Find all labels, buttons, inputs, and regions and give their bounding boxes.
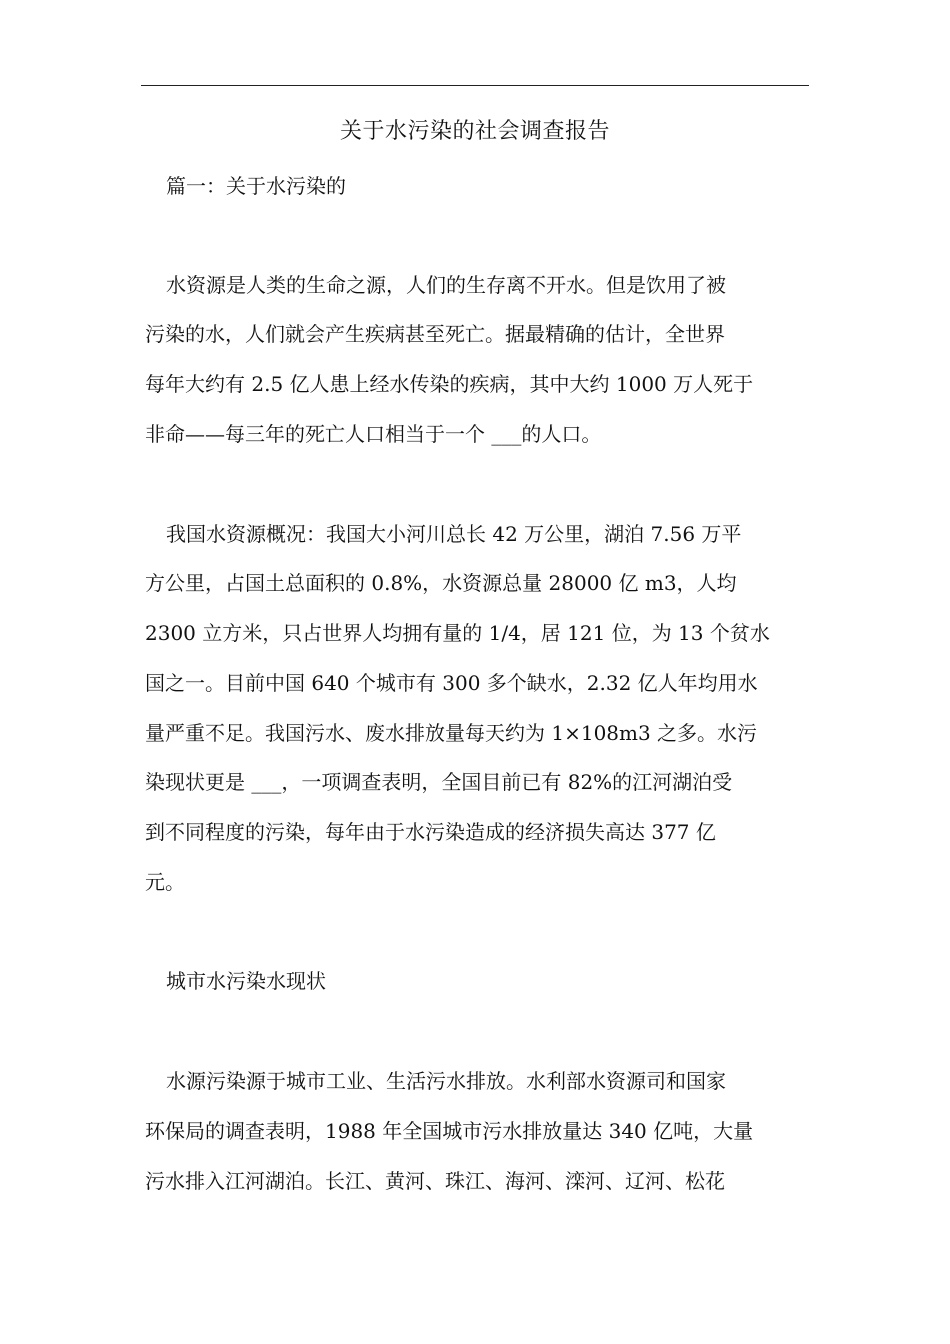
paragraph-1-line-4: 非命——每三年的死亡人口相当于一个 ___的人口。 — [145, 422, 602, 446]
paragraph-2-line-6: 染现状更是 ___，一项调查表明，全国目前已有 82%的江河湖泊受 — [145, 770, 733, 794]
paragraph-1-line-2: 污染的水，人们就会产生疾病甚至死亡。据最精确的估计，全世界 — [145, 322, 725, 346]
subheading: 城市水污染水现状 — [166, 969, 326, 993]
paragraph-2-line-3: 2300 立方米，只占世界人均拥有量的 1/4，居 121 位，为 13 个贫水 — [145, 621, 770, 645]
paragraph-2-line-4: 国之一。目前中国 640 个城市有 300 多个缺水，2.32 亿人年均用水 — [145, 671, 758, 695]
paragraph-2-line-7: 到不同程度的污染，每年由于水污染造成的经济损失高达 377 亿 — [145, 820, 716, 844]
paragraph-2-line-5: 量严重不足。我国污水、废水排放量每天约为 1×108m3 之多。水污 — [145, 721, 758, 745]
paragraph-3-line-2: 环保局的调查表明，1988 年全国城市污水排放量达 340 亿吨，大量 — [145, 1119, 754, 1143]
paragraph-1-line-1: 水资源是人类的生命之源，人们的生存离不开水。但是饮用了被 — [166, 273, 726, 297]
section-heading: 篇一：关于水污染的 — [166, 174, 346, 198]
document-title: 关于水污染的社会调查报告 — [339, 119, 610, 144]
paragraph-3-line-1: 水源污染源于城市工业、生活污水排放。水利部水资源司和国家 — [166, 1069, 726, 1093]
paragraph-1-line-3: 每年大约有 2.5 亿人患上经水传染的疾病，其中大约 1000 万人死于 — [145, 372, 754, 396]
paragraph-3-line-3: 污水排入江河湖泊。长江、黄河、珠江、海河、滦河、辽河、松花 — [145, 1169, 725, 1193]
paragraph-2-line-1: 我国水资源概况：我国大小河川总长 42 万公里，湖泊 7.56 万平 — [166, 522, 742, 546]
header-rule — [141, 85, 809, 86]
paragraph-2-line-8: 元。 — [145, 870, 185, 894]
paragraph-2-line-2: 方公里，占国土总面积的 0.8%，水资源总量 28000 亿 m3，人均 — [145, 571, 737, 595]
